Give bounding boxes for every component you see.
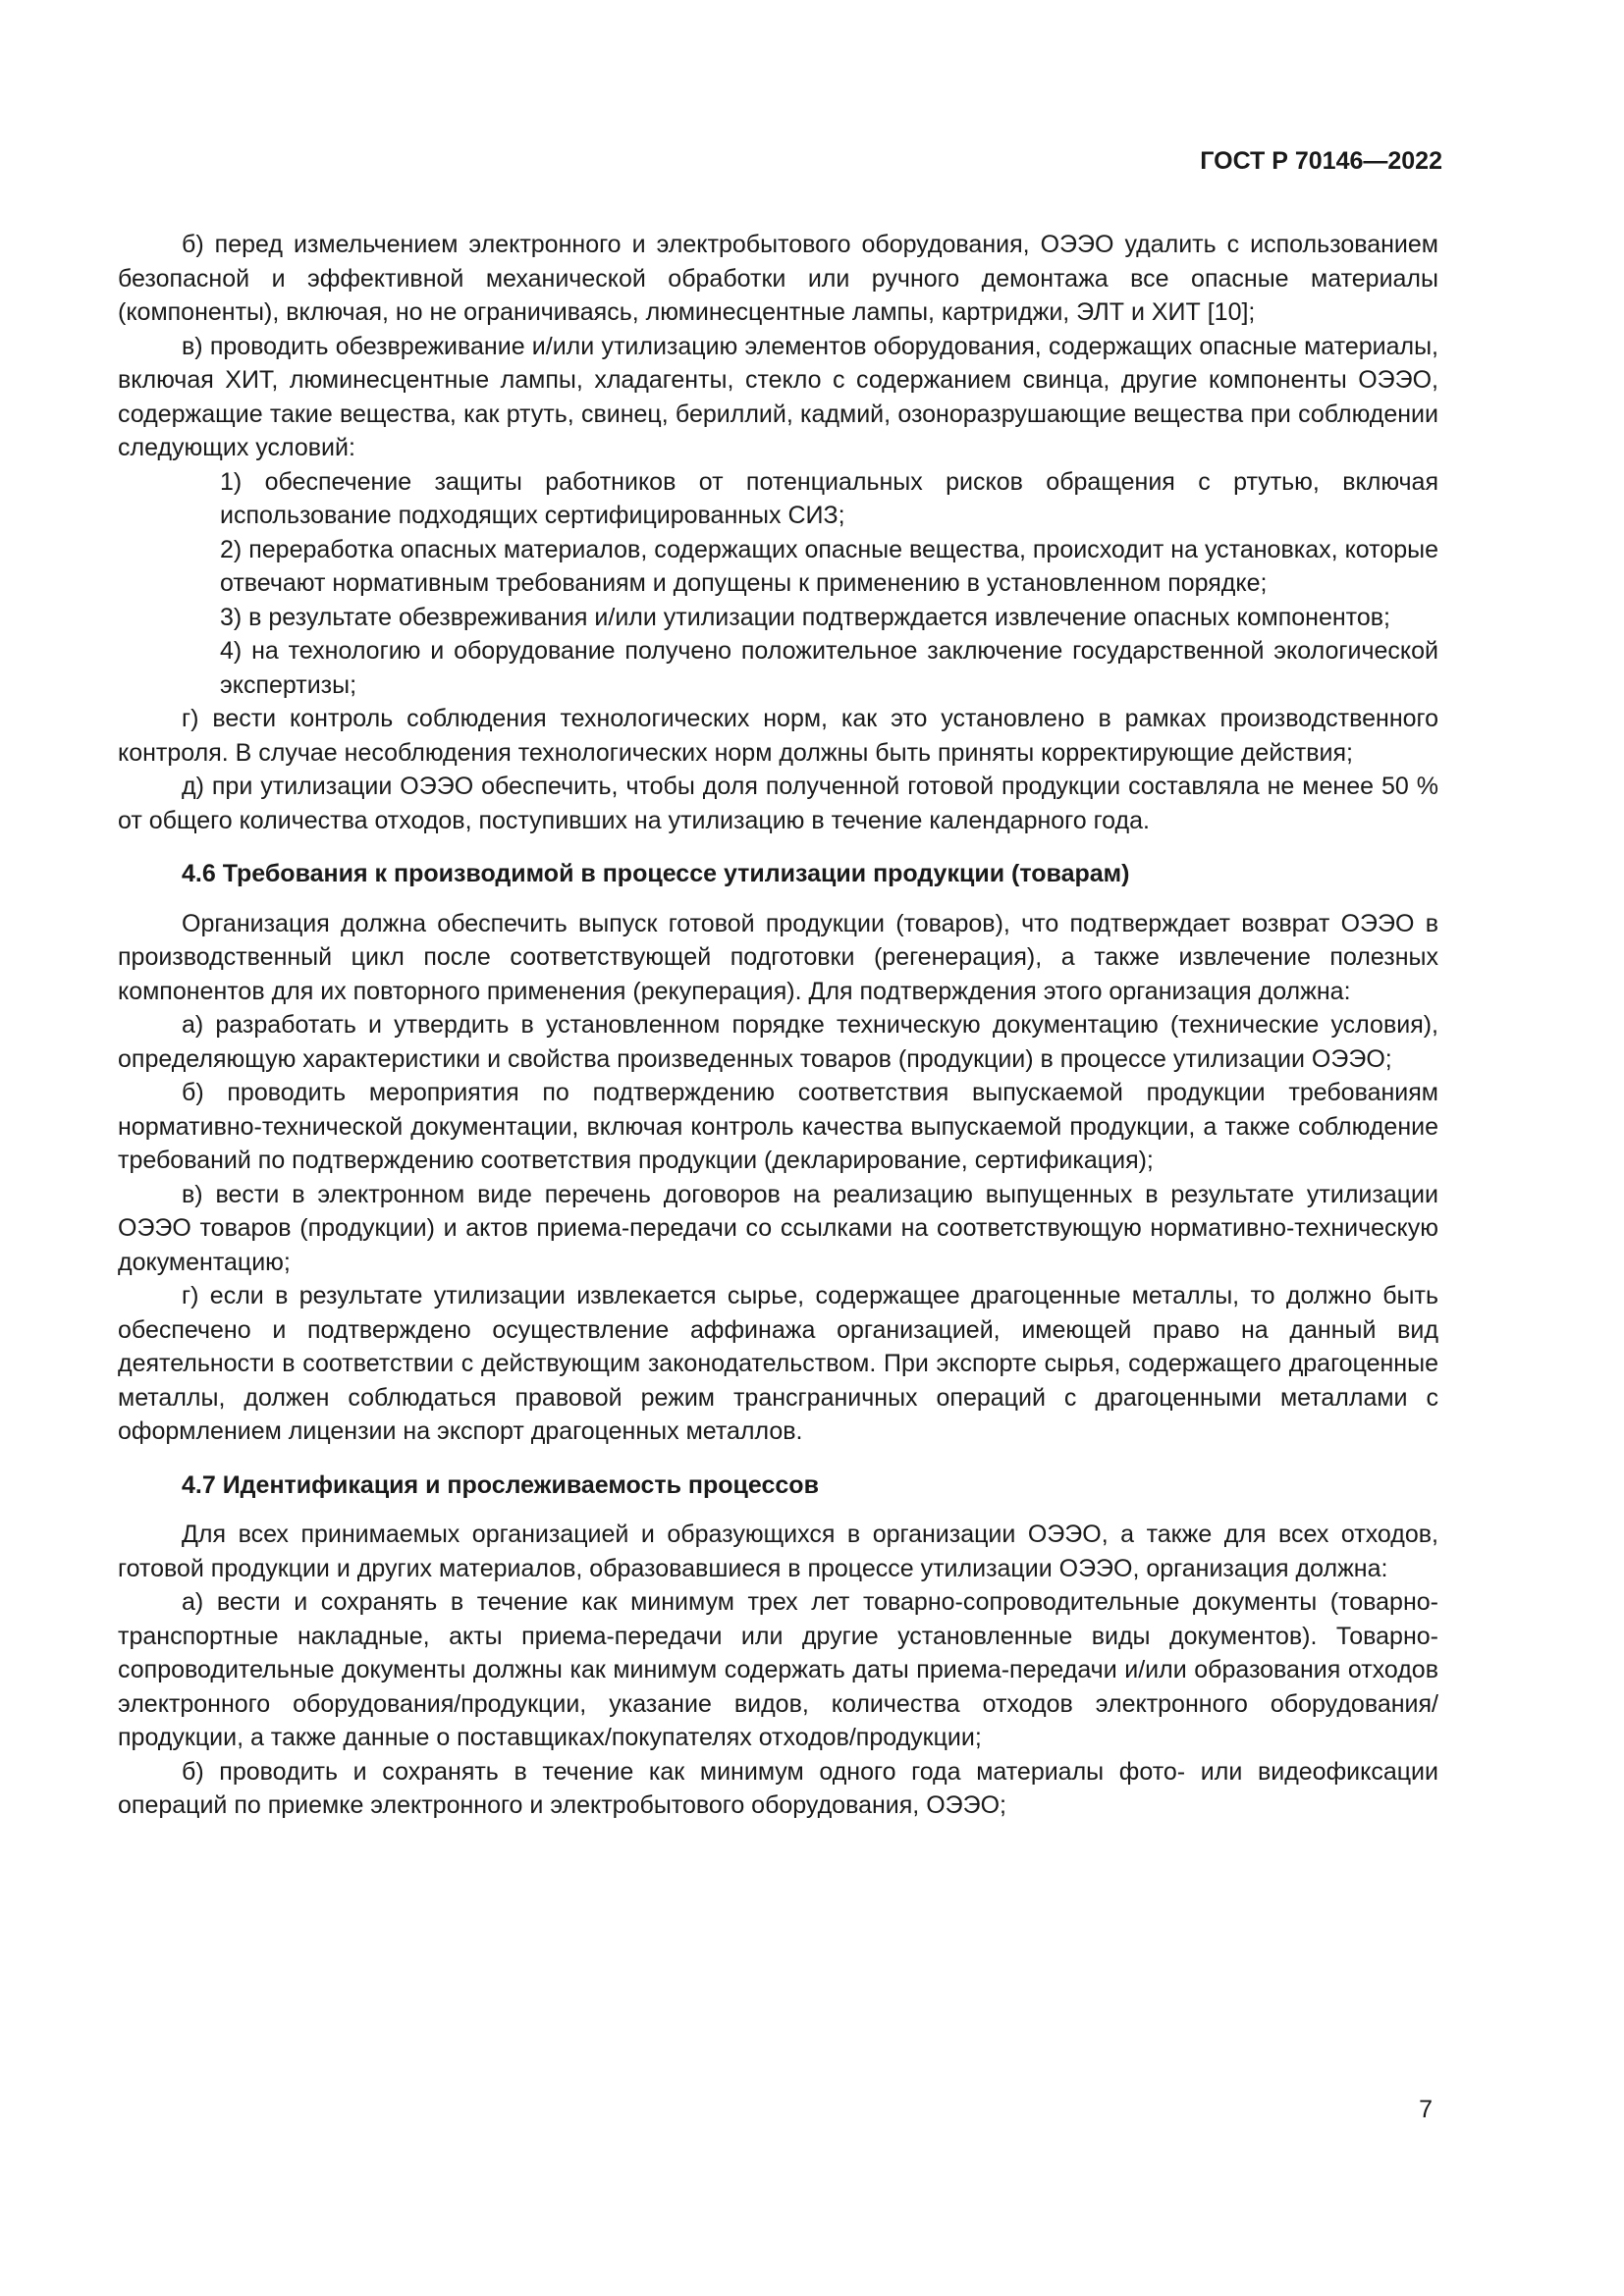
sub-item-3: 3) в результате обезвреживания и/или утилизации подтверждается извлечение опасных компонентов; bbox=[220, 603, 1390, 631]
paragraph-item-g-4-6: г) если в результате утилизации извлекается сырье, содержащее драгоценные металлы, то должно быть обеспечено и подтверждено осуществление аффинажа организацией, имеющей право на данный вид деятельности в соответствии с действующим законодательством. При экспорте сырья, содержащего драгоценные металлы, должен соблюдаться правовой режим трансграничных операций с драгоценными металлами с оформлением лицензии на экспорт драгоценных металлов. bbox=[118, 1282, 1438, 1445]
paragraph-item-a-4-6: а) разработать и утвердить в установленном порядке техническую документацию (технические условия), определяющую характеристики и свойства произведенных товаров (продукции) в процессе утилизации ОЭЭО; bbox=[118, 1011, 1438, 1073]
sub-item-4: 4) на технологию и оборудование получено положительное заключение государственной экологической экспертизы; bbox=[220, 637, 1438, 699]
paragraph-item-g: г) вести контроль соблюдения технологических норм, как это установлено в рамках производственного контроля. В случае несоблюдения технологических норм должны быть приняты корректирующие действия; bbox=[118, 705, 1438, 767]
paragraph-item-d: д) при утилизации ОЭЭО обеспечить, чтобы доля полученной готовой продукции составляла не менее 50 % от общего количества отходов, поступивших на утилизацию в течение календарного года. bbox=[118, 773, 1438, 834]
section-heading-4-7: 4.7 Идентификация и прослеживаемость процессов bbox=[182, 1470, 819, 1499]
page-number: 7 bbox=[1419, 2096, 1433, 2123]
paragraph-item-b-4-7: б) проводить и сохранять в течение как минимум одного года материалы фото- или видеофиксации операций по приемке электронного и электробытового оборудования, ОЭЭО; bbox=[118, 1757, 1438, 1819]
paragraph-item-v: в) проводить обезвреживание и/или утилизацию элементов оборудования, содержащих опасные материалы, включая ХИТ, люминесцентные лампы, хладагенты, стекло с содержанием свинца, другие компоненты ОЭЭО, содержащие такие вещества, как ртуть, свинец, бериллий, кадмий, озоноразрушающие вещества при соблюдении следующих условий: bbox=[118, 332, 1438, 461]
paragraph-item-a-4-7: а) вести и сохранять в течение как минимум трех лет товарно-сопроводительные документы (товарно-транспортные накладные, акты приема-передачи или другие установленные виды документов). Товарно-сопроводительные документы должны как минимум содержать даты приема-передачи и/или образования отходов электронного оборудования/продукции, указание видов, количества отходов электронного оборудования/продукции, а также данные о поставщиках/покупателях отходов/продукции; bbox=[118, 1588, 1438, 1751]
document-body bbox=[118, 228, 1438, 1823]
paragraph-item-v-4-6: в) вести в электронном виде перечень договоров на реализацию выпущенных в результате утилизации ОЭЭО товаров (продукции) и актов приема-передачи со ссылками на соответствующую нормативно-техническую документацию; bbox=[118, 1180, 1438, 1276]
section-heading-4-6: 4.6 Требования к производимой в процессе утилизации продукции (товарам) bbox=[182, 860, 1130, 887]
paragraph-intro-4-7: Для всех принимаемых организацией и образующихся в организации ОЭЭО, а также для всех отходов, готовой продукции и других материалов, образовавшиеся в процессе утилизации ОЭЭО, организация должна: bbox=[118, 1521, 1438, 1582]
sub-item-1: 1) обеспечение защиты работников от потенциальных рисков обращения с ртутью, включая использование подходящих сертифицированных СИЗ; bbox=[220, 467, 1438, 529]
paragraph-item-b-4-6: б) проводить мероприятия по подтверждению соответствия выпускаемой продукции требованиям нормативно-технической документации, включая контроль качества выпускаемой продукции, а также соблюдение требований по подтверждению соответствия продукции (декларирование, сертификация); bbox=[118, 1079, 1438, 1174]
paragraph-item-b: б) перед измельчением электронного и электробытового оборудования, ОЭЭО удалить с использованием безопасной и эффективной механической обработки или ручного демонтажа все опасные материалы (компоненты), включая, но не ограничиваясь, люминесцентные лампы, картриджи, ЭЛТ и ХИТ [10]; bbox=[118, 231, 1438, 326]
sub-item-2: 2) переработка опасных материалов, содержащих опасные вещества, происходит на установках, которые отвечают нормативным требованиям и допущены к применению в установленном порядке; bbox=[220, 535, 1438, 597]
document-id-header: ГОСТ Р 70146—2022 bbox=[1200, 147, 1442, 175]
paragraph-intro-4-6: Организация должна обеспечить выпуск готовой продукции (товаров), что подтверждает возврат ОЭЭО в производственный цикл после соответствующей подготовки (регенерация), а также извлечение полезных компонентов для их повторного применения (рекуперация). Для подтверждения этого организация должна: bbox=[118, 909, 1438, 1005]
